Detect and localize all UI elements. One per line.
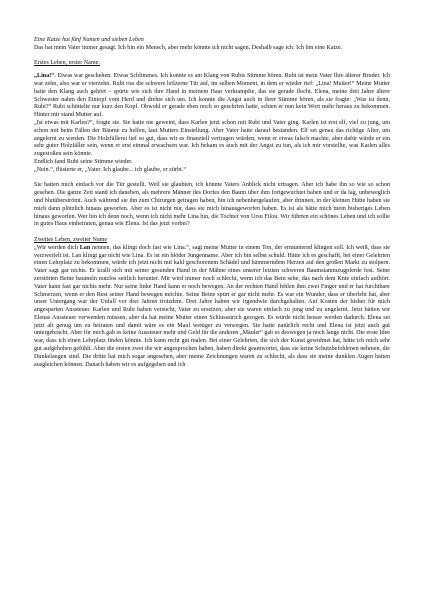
section-heading-second-life: Zweites Leben, zweiter Name (34, 236, 108, 243)
paragraph: Sie hatten mich einfach vor die Tür gestellt. Weil sie glaubten, ich könnte Vaters Anblick nicht ertragen. Aber ich habe ihn so wie so schon gesehen. Die ganze Zeit stand ich daneben, als mehrere Männer des Dorfes den Baum über ihm fortgewuchtet haben und er da lag, unbeweglich und blutüberströmt. Auch während sie ihn zum Chirurgen getragen haben, bin ich nebenhergelaufen, aber drinnen, in der kleinen Hütte haben sie mich dann plötzlich hinaus geworfen. Aber es ist nicht nur, dass sie mich hinausgeworfen haben. Es ist als hätte mich mein bisheriges Leben hinaus geworfen. Wer bin ich denn noch, wenn ich nicht mehr Lina bin, die Tochter von Ursu Filou. Wir führten ein schönes Leben und ich sollte in gutes Haus einheiraten, genau wie Elena. Ist das jetzt vorbei? (34, 182, 390, 228)
intro-paragraph: Das hat mein Vater immer gesagt. Ich bin ein Mensch, aber mehr könnte ich nicht sagen. Deshalb sage ich: Ich bin eine Katze. (34, 44, 343, 51)
paragraph: „Nein.“, flüsterte er, „Vater. Ich glaube... ich glaube, er stirbt.“ (34, 166, 187, 173)
name-highlight: Lan (79, 244, 91, 251)
paragraph-text: „Wir werden dich (34, 244, 80, 251)
paragraph: Endlich fand Rubi seine Stimme wieder. (34, 158, 133, 165)
document-title: Eine Katze hat fünf Namen und sieben Leben (34, 37, 144, 43)
spacer (34, 53, 390, 61)
paragraph-text: . Etwas war geschehen. Etwas Schlimmes. Ich konnte es am Klang von Rubis Stimme hören. Rubi ist mein Vater Ihre älterer Bruder. Ich war zehn, also war er vierzehn. Rubi riss die schwere hölzerne Tür auf, im selben Moment, in dem er wieder rief: „Lina! Mutter!“ Meine Mutter hatte den Klang auch gehört – spürte wie sich ihre Hand in meinem Haar verkrampfte, das sie gerade flocht. Elena, meine drei Jahre ältere Schwester nahm den Eintopf vom Herd und drehte sich um. Ich konnte die Angst auch in ihrer Stimme hören, als sie fragte: „Was ist denn, Rubi?“ Rubi schüttelte nur kurz den Kopf. Obwohl er gerade eben noch so geschrien hatte, schien er nun kein Wort mehr heraus zu bekommen. Hinter mir stand Mutter auf. (34, 73, 390, 119)
paragraph-text: nennen, das klingt doch fast wie Lina.“, sagt meine Mutter in einem Ton, der ermunternd klingen soll. Ich weiß, dass sie verzweifelt ist. Lan klingt gar nicht wie Lina. Es ist ein blöder Jungenname. Aber ich bin selbst schuld. Hätte ich es geschafft, bei einer Gelehrten einen Lehrplatz zu bekommen, würde ich jetzt nicht mit kahl geschorenem Schädel und hämmerndem Herzen auf den großen Markt zu stolpern. Vater sagt gar nichts. Er krallt sich mit seiner gesunden Hand in der Mähne eines unserer letzten schweren Baumstammzugpferde fest. Seine zerstörten Beine baumeln nutzlos seitlich herunter. Mir wird immer noch schlecht, wenn ich das Bein sehe, das nach dem Knie einfach aufhört. Vater kann fast gar nichts mehr. Nur seine linke Hand kann er noch bewegen. An der rechten Hand fehlen ihm zwei Finger und er hat furchtbare Schmerzen, wenn er den Rest seiner Hand bewegen möchte. Seine Beine spürt er gar nicht mehr. Es war ein Wunder, dass er überlebt hat, aber unser Untergang war der Unfall vor drei Jahren trotzdem. Drei Jahre haben wir irgendwie durchgehalten. Auf Kosten der bisher für mich angesparten Aussteuer. Karlen und Rubi haben versucht, Vater zu ersetzen, aber sie waren einfach zu jung und zu ungelernt. Jetzt hätten wir Elenas Aussteuer verwenden müssen, aber da hat meine Mutter einen Schlussstrich gezogen. Es würde nicht besser werden dadurch. Elena sei jetzt alt genug um zu heiraten und damit wäre es ein Maul weniger zu versorgen. Sie hatte natürlich recht und Elena ist jetzt auch gut untergebracht. Aber für mich gab es keine Aussteuer mehr und Geld für die anderen „Mäuler“ gab es deswegen ja noch lange nicht. Die erste Idee war, dass ich einen Lehrplatz finden könnte. Ich kann recht gut malen. Bei einer Gelehrten, die sich der Kunst gewidmet hat, hätte ich mich sehr gut aufgehoben gefühlt. Aber die ersten zwei die wir angesprochen haben, haben direkt geantwortet, dass sie keine Schutzbefohlenen nehmen, die Dunkelaugen sind. Die dritte hat mich sogar angesehen, aber meine Zeichnungen waren zu schlecht, als dass sie meine dunklen Augen hätten ausgleichen können. Danach haben wir es aufgegeben und ich (34, 244, 390, 368)
paragraph (34, 73, 390, 120)
section-heading-first-life: Erstes Leben, erster Name: (34, 60, 100, 67)
spacer (34, 229, 390, 237)
paragraph: „Ist etwas mit Karlen?“, fragte sie. Sie hatte nie geweint, dass Karlen jetzt schon mit Rubi und Vater ging. Karlen ist erst elf, viel zu jung, um schon mit beim Fällen der Bäume zu helfen, laut Mutters Einstellung. Aber Vater hatte darauf bestanden. Elf sei genau das richtige Alter, um angelernt zu werden. Die Holzfällerei lief so gut, dass wir es finanziell vertragen würden, wenn er etwas falsch machte, aber dafür würde er ein sehr guter Holzfäller sein, wenn er erst einmal erwachsen war. Ich bekam es auch mit der Angst zu tun, als ich mir vorstellte, was Karlen alles zugestoßen sein könnte. (34, 119, 390, 158)
name-highlight: „Lina!“ (34, 73, 55, 80)
paragraph (34, 245, 390, 370)
